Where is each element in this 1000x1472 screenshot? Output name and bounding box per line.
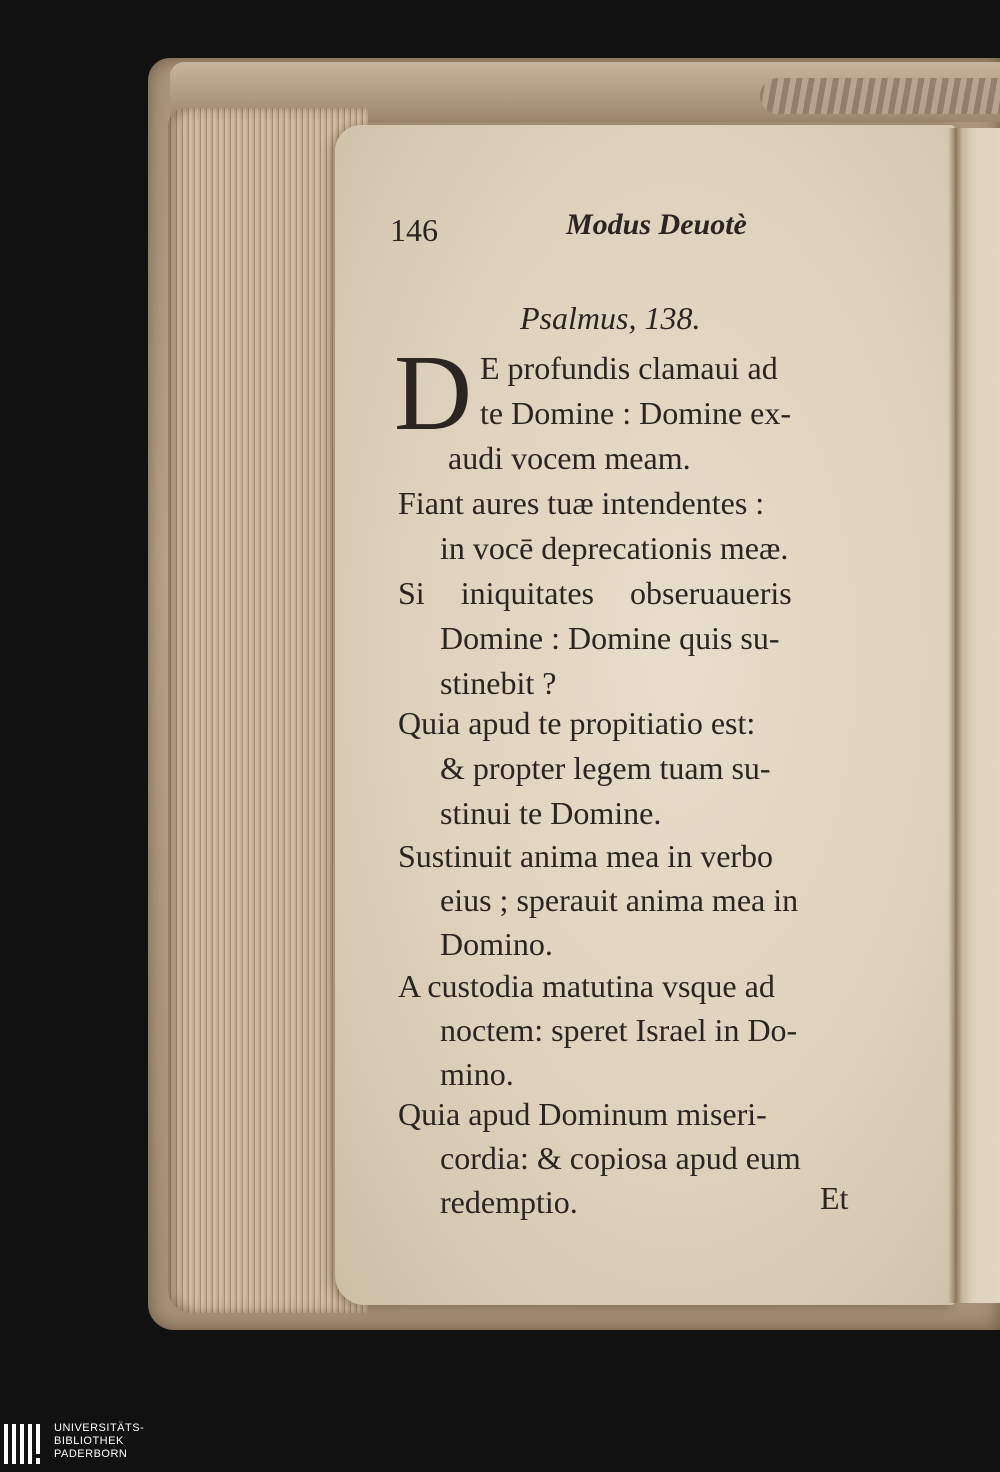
- text-line: cordia: & copiosa apud eum: [440, 1140, 801, 1176]
- text-line: Quia apud Dominum miseri-: [398, 1096, 767, 1132]
- text-line: E profundis clamaui ad: [480, 350, 778, 386]
- text-line: Si iniquitates obseruaueris: [398, 575, 792, 611]
- text-line: Domine : Domine quis su-: [440, 620, 780, 656]
- library-logo-icon: [2, 1422, 46, 1468]
- catchword: Et: [820, 1180, 849, 1216]
- text-line: redemptio.: [440, 1184, 578, 1220]
- text-line: & propter legem tuam su-: [440, 750, 771, 786]
- library-logo-text: [54, 1422, 144, 1461]
- text-line: A custodia matutina vsque ad: [398, 968, 775, 1004]
- text-line: in vocē deprecationis meæ.: [440, 530, 789, 566]
- text-line: te Domine : Domine ex-: [480, 395, 792, 431]
- page-number: 146: [390, 212, 438, 248]
- text-line: Fiant aures tuæ intendentes :: [398, 485, 765, 521]
- text-line: stinui te Domine.: [440, 795, 662, 831]
- gutter-shadow: [948, 128, 962, 1303]
- text-line: Domino.: [440, 926, 553, 962]
- text-line: Sustinuit anima mea in verbo: [398, 838, 774, 874]
- text-line: eius ; sperauit anima mea in: [440, 882, 799, 918]
- logo-line: BIBLIOTHEK: [54, 1435, 124, 1447]
- logo-line: PADERBORN: [54, 1448, 128, 1460]
- text-line: audi vocem meam.: [448, 440, 691, 476]
- text-line: mino.: [440, 1056, 514, 1092]
- running-title: Modus Deuotè: [566, 208, 747, 241]
- logo-line: UNIVERSITÄTS-: [54, 1422, 145, 1434]
- spine-band: [760, 78, 1000, 114]
- text-line: noctem: speret Israel in Do-: [440, 1012, 798, 1048]
- footer-bar: [0, 1420, 1000, 1472]
- text-line: stinebit ?: [440, 665, 557, 701]
- drop-cap: D: [394, 334, 472, 453]
- text-line: Quia apud te propitiatio est:: [398, 705, 756, 741]
- psalm-title: Psalmus, 138.: [520, 300, 701, 336]
